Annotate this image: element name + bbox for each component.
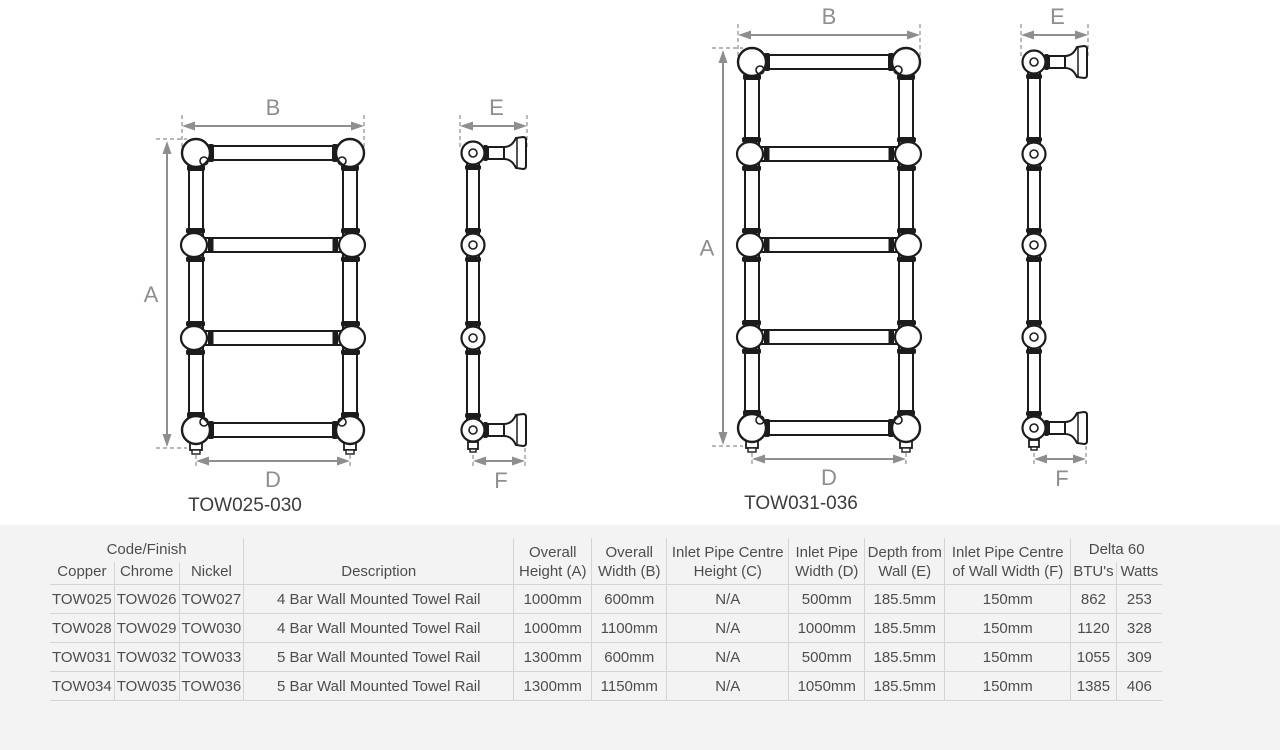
chrome-cell: TOW035 — [114, 672, 179, 701]
inlet_centre_height-cell: N/A — [667, 585, 789, 614]
header-copper: Copper — [57, 563, 107, 580]
inlet_width-cell: 1000mm — [789, 614, 865, 643]
depth_wall-cell: 185.5mm — [865, 643, 945, 672]
nickel-cell: TOW027 — [179, 585, 244, 614]
overall_width-cell: 600mm — [592, 643, 667, 672]
overall_height-cell: 1000mm — [514, 614, 592, 643]
depth_wall-cell: 185.5mm — [865, 614, 945, 643]
watts-cell: 253 — [1116, 585, 1162, 614]
btus-cell: 1120 — [1071, 614, 1116, 643]
dim-label-b: B — [265, 95, 281, 120]
header-delta60: Delta 60 — [1071, 538, 1162, 562]
inlet_width-cell: 1050mm — [789, 672, 865, 701]
watts-cell: 328 — [1116, 614, 1162, 643]
overall_height-cell: 1300mm — [514, 643, 592, 672]
header-inlet-centre-height — [667, 538, 789, 585]
diagram-caption: TOW025-030 — [188, 495, 302, 516]
header-chrome: Chrome — [114, 562, 179, 585]
rail-side-view — [462, 137, 527, 452]
inlet_width-cell: 500mm — [789, 585, 865, 614]
dim-label-b: B — [821, 4, 837, 29]
rail-side-view — [1023, 46, 1088, 450]
description-cell: 5 Bar Wall Mounted Towel Rail — [244, 643, 514, 672]
inlet_centre_height-cell: N/A — [667, 614, 789, 643]
btus-cell: 862 — [1071, 585, 1116, 614]
header-line: Wall (E) — [878, 563, 932, 580]
inlet_centre_height-cell: N/A — [667, 672, 789, 701]
header-line: Width (B) — [597, 563, 661, 580]
dim-label-e: E — [1050, 4, 1065, 29]
spec-table-panel — [0, 525, 1280, 750]
copper-cell: TOW034 — [50, 672, 114, 701]
header-overall-height — [514, 538, 592, 585]
chrome-cell: TOW026 — [114, 585, 179, 614]
header-line: Depth from — [867, 544, 942, 561]
overall_width-cell: 1150mm — [592, 672, 667, 701]
dim-label-a: A — [699, 235, 715, 261]
header-line: Inlet Pipe Centre — [951, 544, 1064, 561]
rail-front-view — [737, 48, 921, 452]
dim-label-f: F — [1055, 466, 1069, 491]
nickel-cell: TOW030 — [179, 614, 244, 643]
header-line: Height (A) — [518, 563, 587, 580]
header-line: Inlet Pipe — [795, 544, 859, 561]
depth_wall-cell: 185.5mm — [865, 585, 945, 614]
table-row — [50, 614, 1162, 643]
dim-label-d: D — [821, 465, 837, 490]
copper-cell: TOW028 — [50, 614, 114, 643]
header-description: Description — [244, 538, 514, 585]
nickel-cell: TOW033 — [179, 643, 244, 672]
overall_width-cell: 600mm — [592, 585, 667, 614]
header-code-finish: Code/Finish — [106, 541, 187, 558]
depth_wall-cell: 185.5mm — [865, 672, 945, 701]
chrome-cell: TOW032 — [114, 643, 179, 672]
header-line: Overall — [528, 544, 577, 561]
table-row — [50, 643, 1162, 672]
inlet_width-cell: 500mm — [789, 643, 865, 672]
dim-label-a: A — [143, 282, 159, 307]
dim-label-f: F — [494, 468, 508, 493]
header-line: Inlet Pipe Centre — [671, 544, 784, 561]
header-nickel: Nickel — [179, 562, 244, 585]
inlet_centre_wall-cell: 150mm — [945, 672, 1071, 701]
header-watts: Watts — [1116, 562, 1162, 585]
inlet_centre_height-cell: N/A — [667, 643, 789, 672]
overall_height-cell: 1300mm — [514, 672, 592, 701]
inlet_centre_wall-cell: 150mm — [945, 614, 1071, 643]
btus-cell: 1055 — [1071, 643, 1116, 672]
overall_width-cell: 1100mm — [592, 614, 667, 643]
dim-label-e: E — [489, 95, 504, 120]
dim-label-d: D — [265, 467, 281, 492]
header-line: Height (C) — [693, 563, 762, 580]
header-line: Overall — [605, 544, 653, 561]
header-line: Width (D) — [795, 563, 859, 580]
inlet_centre_wall-cell: 150mm — [945, 585, 1071, 614]
overall_height-cell: 1000mm — [514, 585, 592, 614]
spec-table — [50, 538, 1162, 701]
header-depth-wall — [865, 538, 945, 585]
chrome-cell: TOW029 — [114, 614, 179, 643]
nickel-cell: TOW036 — [179, 672, 244, 701]
rail-front-view — [181, 139, 365, 454]
btus-cell: 1385 — [1071, 672, 1116, 701]
diagram-caption: TOW031-036 — [744, 493, 858, 514]
watts-cell: 406 — [1116, 672, 1162, 701]
inlet_centre_wall-cell: 150mm — [945, 643, 1071, 672]
header-inlet-centre-wall — [945, 538, 1071, 585]
table-row — [50, 585, 1162, 614]
watts-cell: 309 — [1116, 643, 1162, 672]
towel-rail-diagram-2 — [700, 4, 1088, 514]
copper-cell: TOW025 — [50, 585, 114, 614]
description-cell: 4 Bar Wall Mounted Towel Rail — [244, 614, 514, 643]
description-cell: 5 Bar Wall Mounted Towel Rail — [244, 672, 514, 701]
description-cell: 4 Bar Wall Mounted Towel Rail — [244, 585, 514, 614]
towel-rail-diagram-1 — [144, 95, 527, 516]
header-btus: BTU's — [1071, 562, 1116, 585]
header-inlet-width — [789, 538, 865, 585]
table-row — [50, 672, 1162, 701]
copper-cell: TOW031 — [50, 643, 114, 672]
header-overall-width — [592, 538, 667, 585]
header-line: of Wall Width (F) — [952, 563, 1064, 580]
